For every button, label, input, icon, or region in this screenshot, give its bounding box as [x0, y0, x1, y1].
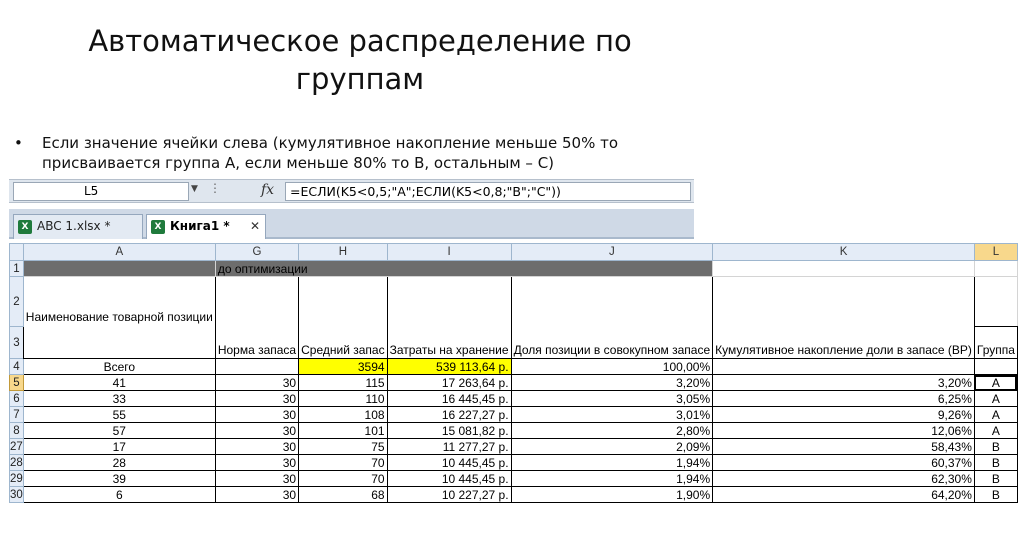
cell[interactable] [215, 359, 298, 375]
column-header-g[interactable]: G [215, 244, 298, 261]
header-cell-name[interactable]: Наименование товарной позиции [23, 277, 215, 359]
bullet-point [14, 133, 704, 173]
table-row [10, 407, 1018, 423]
row-header[interactable]: 3 [10, 327, 24, 359]
column-header-k[interactable]: K [713, 244, 975, 261]
cell-total-label[interactable]: Всего [23, 359, 215, 375]
cell-h[interactable]: 108 [299, 407, 387, 423]
cell-a[interactable]: 41 [23, 375, 215, 391]
cell-a[interactable]: 55 [23, 407, 215, 423]
tab-abc1[interactable] [13, 214, 143, 239]
cell-row1-label[interactable]: до оптимизации [215, 261, 712, 277]
header-cell-group[interactable]: Группа [974, 327, 1017, 359]
table-row [10, 375, 1018, 391]
row-header[interactable]: 4 [10, 359, 24, 375]
table-row [10, 439, 1018, 455]
cell-h[interactable]: 110 [299, 391, 387, 407]
cell-l[interactable]: A [974, 423, 1017, 439]
row-header[interactable]: 7 [10, 407, 24, 423]
cell-i[interactable]: 10 445,45 р. [387, 471, 511, 487]
table-row [10, 423, 1018, 439]
cell-g[interactable]: 30 [215, 391, 298, 407]
cell-h[interactable]: 101 [299, 423, 387, 439]
cell-l[interactable]: A [974, 375, 1017, 391]
bullet-mark: • [14, 134, 23, 152]
row-header[interactable]: 2 [10, 277, 24, 327]
cell-l[interactable]: A [974, 391, 1017, 407]
cell-j[interactable]: 3,20% [511, 375, 713, 391]
header-cell-avg-stock[interactable]: Средний запас [299, 277, 387, 359]
cell-a[interactable]: 57 [23, 423, 215, 439]
close-icon[interactable]: ✕ [249, 219, 260, 233]
slide-title-line2: группам [295, 62, 425, 96]
cell-g[interactable]: 30 [215, 487, 298, 503]
cell-i[interactable]: 16 445,45 р. [387, 391, 511, 407]
data-rows [10, 375, 1018, 503]
cell-k[interactable]: 62,30% [713, 471, 975, 487]
tab-label: Книга1 * [170, 219, 230, 233]
cell-l[interactable]: B [974, 455, 1017, 471]
row-header[interactable]: 1 [10, 261, 24, 277]
formula-bar-grip-icon: ⋮ [209, 181, 222, 195]
cell-l[interactable]: B [974, 487, 1017, 503]
table-row [10, 471, 1018, 487]
workbook-tabbar [9, 209, 694, 239]
cell-i[interactable]: 15 081,82 р. [387, 423, 511, 439]
column-header-a[interactable]: A [23, 244, 215, 261]
tab-label: ABC 1.xlsx * [37, 219, 111, 233]
cell[interactable] [713, 359, 975, 375]
header-cell-norm[interactable]: Норма запаса [215, 277, 298, 359]
cell-h[interactable]: 68 [299, 487, 387, 503]
excel-screenshot [9, 175, 1015, 515]
cell-a[interactable]: 33 [23, 391, 215, 407]
cell-k[interactable]: 60,37% [713, 455, 975, 471]
cell-i[interactable]: 10 227,27 р. [387, 487, 511, 503]
row-header[interactable]: 6 [10, 391, 24, 407]
cell-a[interactable]: 39 [23, 471, 215, 487]
cell-l[interactable]: A [974, 407, 1017, 423]
cell[interactable] [974, 359, 1017, 375]
column-header-h[interactable]: H [299, 244, 387, 261]
cell-j[interactable]: 3,01% [511, 407, 713, 423]
cell-g[interactable]: 30 [215, 407, 298, 423]
cell-j[interactable]: 2,09% [511, 439, 713, 455]
cell-h[interactable]: 70 [299, 455, 387, 471]
table-row [10, 391, 1018, 407]
cell-i[interactable]: 11 277,27 р. [387, 439, 511, 455]
row-header[interactable]: 28 [10, 456, 23, 469]
row-header[interactable]: 5 [10, 375, 24, 391]
select-all-corner[interactable] [10, 244, 24, 261]
slide-title-line1: Автоматическое распределение по [88, 24, 632, 58]
cell-j[interactable]: 2,80% [511, 423, 713, 439]
cell-j[interactable]: 3,05% [511, 391, 713, 407]
spreadsheet-grid [9, 243, 1018, 503]
cell-g[interactable]: 30 [215, 439, 298, 455]
cell-k[interactable]: 64,20% [713, 487, 975, 503]
cell-j[interactable]: 1,90% [511, 487, 713, 503]
excel-file-icon: X [151, 220, 165, 234]
cell-l[interactable]: B [974, 471, 1017, 487]
row-header[interactable]: 30 [10, 488, 23, 501]
cell[interactable] [974, 277, 1017, 327]
bullet-text: Если значение ячейки слева (кумулятивное накопление меньше 50% то присваивается группа А, если меньше 80% то В, остальным – С) [42, 134, 618, 172]
cell-h[interactable]: 70 [299, 471, 387, 487]
cell[interactable] [23, 261, 215, 277]
cell-l[interactable]: B [974, 439, 1017, 455]
excel-file-icon: X [18, 220, 32, 234]
cell-k[interactable]: 58,43% [713, 439, 975, 455]
column-header-row [10, 244, 1018, 261]
cell-k[interactable]: 12,06% [713, 423, 975, 439]
cell-g[interactable]: 30 [215, 471, 298, 487]
cell-h[interactable]: 75 [299, 439, 387, 455]
column-header-l[interactable]: L [974, 244, 1017, 261]
cell-total-share[interactable]: 100,00% [511, 359, 713, 375]
cell-a[interactable]: 28 [23, 455, 215, 471]
cell[interactable] [974, 261, 1017, 277]
cell-total-cost[interactable]: 539 113,64 р. [387, 359, 511, 375]
tab-kniga1[interactable] [146, 214, 266, 239]
cell-g[interactable]: 30 [215, 423, 298, 439]
header-cell-cost[interactable]: Затраты на хранение [387, 277, 511, 359]
cell-i[interactable]: 10 445,45 р. [387, 455, 511, 471]
table-row [10, 455, 1018, 471]
name-box-dropdown-icon[interactable]: ▼ [191, 184, 198, 194]
table-row [10, 277, 1018, 327]
cell-j[interactable]: 1,94% [511, 455, 713, 471]
formula-input[interactable]: =ЕСЛИ(K5<0,5;"A";ЕСЛИ(K5<0,8;"B";"C")) [285, 182, 691, 201]
row-header[interactable]: 27 [10, 440, 23, 453]
header-cell-share[interactable]: Доля позиции в совокупном запасе [511, 277, 713, 359]
cell-k[interactable]: 9,26% [713, 407, 975, 423]
cell-j[interactable]: 1,94% [511, 471, 713, 487]
column-header-i[interactable]: I [387, 244, 511, 261]
cell-g[interactable]: 30 [215, 455, 298, 471]
name-box[interactable]: L5 [13, 182, 189, 201]
cell-k[interactable]: 3,20% [713, 375, 975, 391]
table-row [10, 487, 1018, 503]
table-row-total [10, 359, 1018, 375]
formula-bar [9, 179, 694, 203]
slide-title [30, 22, 690, 98]
cell-i[interactable]: 16 227,27 р. [387, 407, 511, 423]
table-row [10, 261, 1018, 277]
cell[interactable] [713, 261, 975, 277]
cell-total-stock[interactable]: 3594 [299, 359, 387, 375]
column-header-j[interactable]: J [511, 244, 713, 261]
row-header[interactable]: 29 [10, 472, 23, 485]
cell-a[interactable]: 6 [23, 487, 215, 503]
header-cell-cumulative[interactable]: Кумулятивное накопление доли в запасе (ВР) [713, 277, 975, 359]
cell-i[interactable]: 17 263,64 р. [387, 375, 511, 391]
cell-h[interactable]: 115 [299, 375, 387, 391]
cell-a[interactable]: 17 [23, 439, 215, 455]
row-header[interactable]: 8 [10, 423, 24, 439]
cell-g[interactable]: 30 [215, 375, 298, 391]
insert-function-icon[interactable]: fx [261, 182, 275, 198]
cell-k[interactable]: 6,25% [713, 391, 975, 407]
